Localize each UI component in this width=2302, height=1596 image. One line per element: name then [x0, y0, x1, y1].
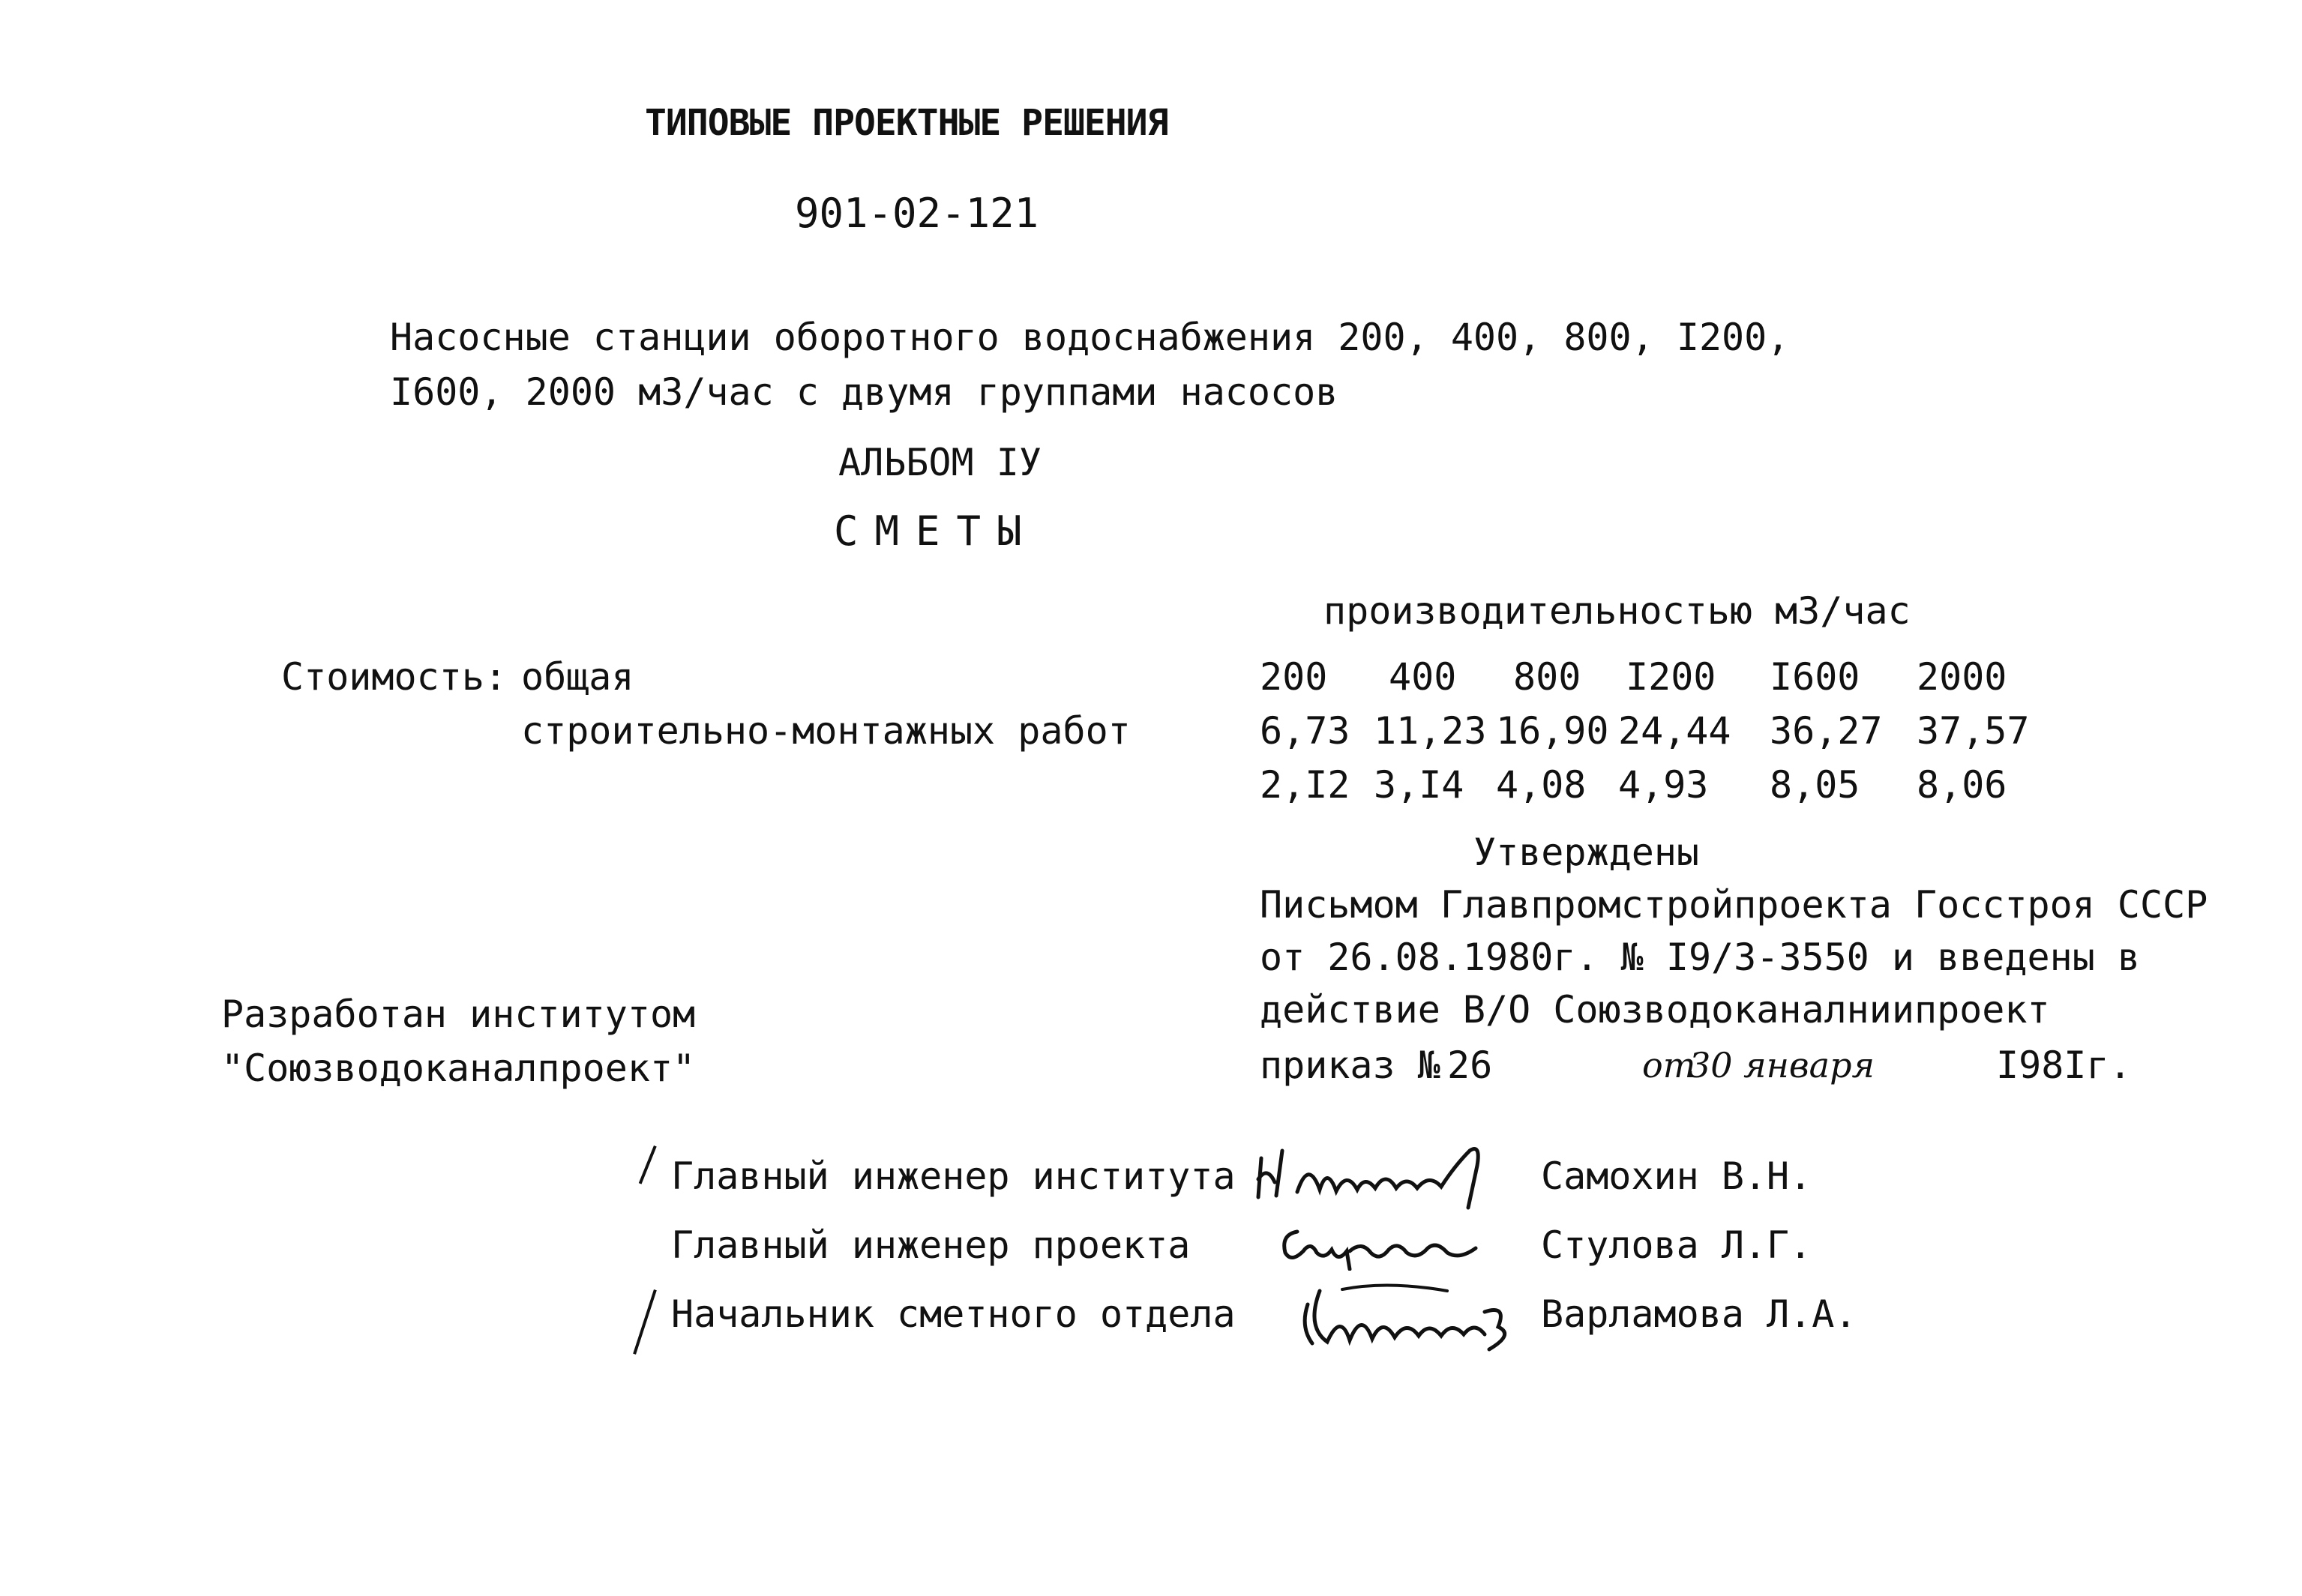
capacity-column-header: 800: [1513, 655, 1581, 699]
capacity-column-header: 2000: [1917, 655, 2007, 699]
cost-cell: 4,08: [1496, 763, 1587, 807]
cost-cell: 36,27: [1770, 709, 1883, 753]
check-mark: [639, 1145, 657, 1184]
cost-cell: 16,90: [1496, 709, 1609, 753]
signatory-role: Главный инженер проекта: [671, 1223, 1191, 1267]
capacity-column-header: 200: [1260, 655, 1328, 699]
signatory-name: Варламова Л.А.: [1541, 1292, 1857, 1336]
album-label: АЛЬБОМ IУ: [838, 441, 1042, 484]
approval-line1: Письмом Главпромстройпроекта Госстроя СССР: [1260, 883, 2208, 927]
cost-cell: 6,73: [1260, 709, 1350, 753]
handwritten-signature-2: [1275, 1218, 1485, 1271]
order-prefix: приказ №: [1260, 1044, 1440, 1087]
capacity-caption: производительностью м3/час: [1323, 589, 1911, 633]
check-mark: [633, 1289, 657, 1355]
capacity-column-header: 400: [1389, 655, 1457, 699]
approval-line2: от 26.08.1980г. № I9/3-3550 и введены в: [1260, 936, 2140, 979]
cost-cell: 2,I2: [1260, 763, 1350, 807]
capacity-column-header: I200: [1626, 655, 1716, 699]
order-date-prefix: от: [1642, 1045, 1696, 1085]
cost-row-label-construction: строительно-монтажных работ: [521, 709, 1131, 753]
cost-cell: 4,93: [1618, 763, 1709, 807]
handwritten-signature-3: [1297, 1274, 1522, 1357]
signatory-role: Главный инженер института: [671, 1154, 1236, 1198]
handwritten-signature-1: [1252, 1136, 1500, 1211]
cost-row-label-total: общая: [521, 655, 634, 699]
signatory-name: Самохин В.Н.: [1541, 1154, 1812, 1198]
cost-cell: 8,05: [1770, 763, 1860, 807]
cost-cell: 11,23: [1374, 709, 1487, 753]
section-title: СМЕТЫ: [834, 508, 1039, 555]
developer-line1: Разработан институтом: [221, 993, 696, 1036]
signatory-name: Стулова Л.Г.: [1541, 1223, 1812, 1267]
project-title-line1: Насосные станции оборотного водоснабжения 200, 400, 800, I200,: [390, 316, 1790, 359]
developer-line2: "Союзводоканалпроект": [221, 1047, 696, 1090]
document-code: 901-02-121: [795, 190, 1039, 237]
cost-cell: 3,I4: [1374, 763, 1464, 807]
signatory-role: Начальник сметного отдела: [671, 1292, 1236, 1336]
capacity-column-header: I600: [1770, 655, 1860, 699]
approval-line3: действие В/О Союзводоканалниипроект: [1260, 988, 2050, 1032]
order-date: 30 января: [1689, 1045, 1875, 1085]
series-title: ТИПОВЫЕ ПРОЕКТНЫЕ РЕШЕНИЯ: [645, 102, 1168, 144]
project-title-line2: I600, 2000 м3/час с двумя группами насосов: [390, 370, 1338, 414]
cost-cell: 8,06: [1917, 763, 2007, 807]
order-year: I98Iг.: [1996, 1044, 2132, 1087]
cost-label: Стоимость:: [281, 655, 508, 699]
approval-heading: Утверждены: [1473, 831, 1700, 874]
cost-cell: 37,57: [1917, 709, 2030, 753]
cost-cell: 24,44: [1618, 709, 1731, 753]
order-number: 26: [1447, 1044, 1493, 1087]
